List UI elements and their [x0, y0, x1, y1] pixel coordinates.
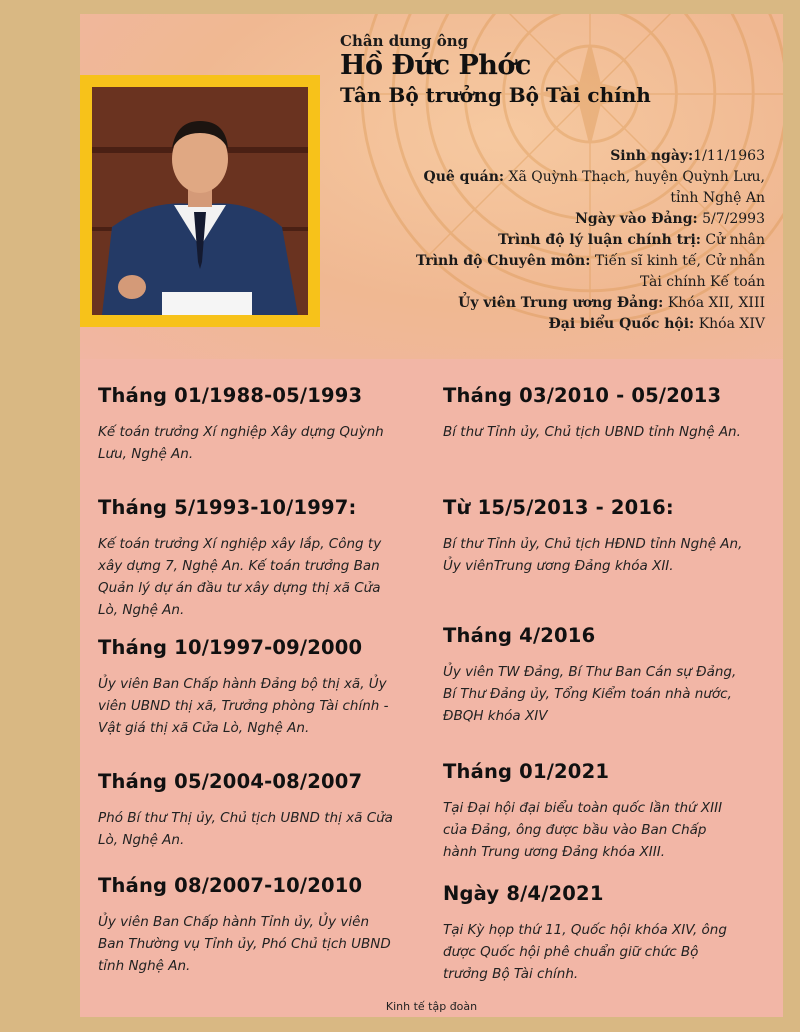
timeline-period: Tháng 10/1997-09/2000	[98, 636, 363, 659]
timeline-period: Tháng 05/2004-08/2007	[98, 770, 363, 793]
timeline-entry	[98, 384, 398, 465]
timeline-description: Kế toán trưởng Xí nghiệp xây lắp, Công ty xây dựng 7, Nghệ An. Kế toán trưởng Ban Quản lý dự án đầu tư xây dựng thị xã Cửa Lò, Nghệ An.	[98, 536, 382, 618]
info-political	[325, 230, 765, 251]
person-name: Hồ Đức Phớc	[340, 50, 531, 81]
info-cc-value: Khóa XII, XIII	[667, 295, 765, 311]
infographic	[80, 14, 783, 1017]
timeline-description: Bí thư Tỉnh ủy, Chủ tịch UBND tỉnh Nghệ An.	[443, 424, 741, 440]
timeline-entry	[443, 760, 743, 863]
portrait-illustration	[92, 87, 308, 315]
timeline-entry	[98, 636, 398, 739]
footer-source: Kinh tế tập đoàn	[385, 1000, 478, 1013]
timeline-entry	[443, 882, 743, 985]
portrait-photo	[92, 87, 308, 315]
timeline-period: Tháng 4/2016	[443, 624, 596, 647]
timeline-description: Ủy viên Ban Chấp hành Đảng bộ thị xã, Ủy viên UBND thị xã, Trưởng phòng Tài chính - Vật giá thị xã Cửa Lò, Nghệ An.	[98, 676, 389, 736]
info-political-label: Trình độ lý luận chính trị:	[498, 232, 701, 248]
title-intro: Chân dung ông	[340, 32, 469, 50]
person-role: Tân Bộ trưởng Bộ Tài chính	[340, 83, 651, 107]
info-hometown-value-1: Xã Quỳnh Thạch, huyện Quỳnh Lưu,	[508, 169, 765, 185]
portrait-frame	[80, 75, 320, 327]
info-na-value: Khóa XIV	[698, 316, 765, 332]
timeline-entry	[98, 770, 398, 851]
timeline-entry	[98, 496, 398, 621]
info-birth-value: 1/11/1963	[693, 148, 765, 164]
info-party-label: Ngày vào Đảng:	[575, 211, 698, 227]
timeline-period: Từ 15/5/2013 - 2016:	[443, 496, 674, 519]
info-central-committee	[325, 293, 765, 314]
timeline-description: Phó Bí thư Thị ủy, Chủ tịch UBND thị xã Cửa Lò, Nghệ An.	[98, 810, 393, 848]
info-political-value: Cử nhân	[705, 232, 765, 248]
info-party	[325, 209, 765, 230]
timeline-period: Ngày 8/4/2021	[443, 882, 604, 905]
info-hometown-line2: tỉnh Nghệ An	[670, 190, 765, 206]
info-party-value: 5/7/2993	[702, 211, 765, 227]
timeline-description: Ủy viên TW Đảng, Bí Thư Ban Cán sự Đảng, Bí Thư Đảng ủy, Tổng Kiểm toán nhà nước, ĐBQH khóa XIV	[443, 664, 737, 724]
personal-info	[325, 146, 765, 335]
info-na-label: Đại biểu Quốc hội:	[548, 316, 695, 332]
timeline-period: Tháng 08/2007-10/2010	[98, 874, 363, 897]
info-hometown-label: Quê quán:	[423, 169, 505, 185]
info-birth-label: Sinh ngày:	[610, 148, 694, 164]
timeline-description: Ủy viên Ban Chấp hành Tỉnh ủy, Ủy viên Ban Thường vụ Tỉnh ủy, Phó Chủ tịch UBND tỉnh Nghệ An.	[98, 914, 391, 974]
timeline-entry	[443, 384, 743, 443]
timeline-entry	[443, 624, 743, 727]
info-hometown	[325, 167, 765, 188]
info-expertise-label: Trình độ Chuyên môn:	[415, 253, 591, 269]
timeline-description: Tại Đại hội đại biểu toàn quốc lần thứ XIII của Đảng, ông được bầu vào Ban Chấp hành Trung ương Đảng khóa XIII.	[443, 800, 723, 860]
timeline-period: Tháng 01/2021	[443, 760, 610, 783]
timeline-period: Tháng 5/1993-10/1997:	[98, 496, 357, 519]
timeline-description: Bí thư Tỉnh ủy, Chủ tịch HĐND tỉnh Nghệ An, Ủy viênTrung ương Đảng khóa XII.	[443, 536, 743, 574]
timeline-entry	[98, 874, 398, 977]
info-expertise	[325, 251, 765, 272]
info-cc-label: Ủy viên Trung ương Đảng:	[458, 295, 664, 311]
info-national-assembly	[325, 314, 765, 335]
info-expertise-value-1: Tiến sĩ kinh tế, Cử nhân	[594, 253, 765, 269]
title-block	[340, 32, 651, 108]
timeline-entry	[443, 496, 743, 577]
timeline-period: Tháng 01/1988-05/1993	[98, 384, 363, 407]
timeline-period: Tháng 03/2010 - 05/2013	[443, 384, 722, 407]
timeline-description: Tại Kỳ họp thứ 11, Quốc hội khóa XIV, ông được Quốc hội phê chuẩn giữ chức Bộ trưởng Bộ Tài chính.	[443, 922, 727, 982]
info-birth	[325, 146, 765, 167]
info-expertise-line2: Tài chính Kế toán	[640, 274, 765, 290]
timeline-description: Kế toán trưởng Xí nghiệp Xây dựng Quỳnh Lưu, Nghệ An.	[98, 424, 384, 462]
